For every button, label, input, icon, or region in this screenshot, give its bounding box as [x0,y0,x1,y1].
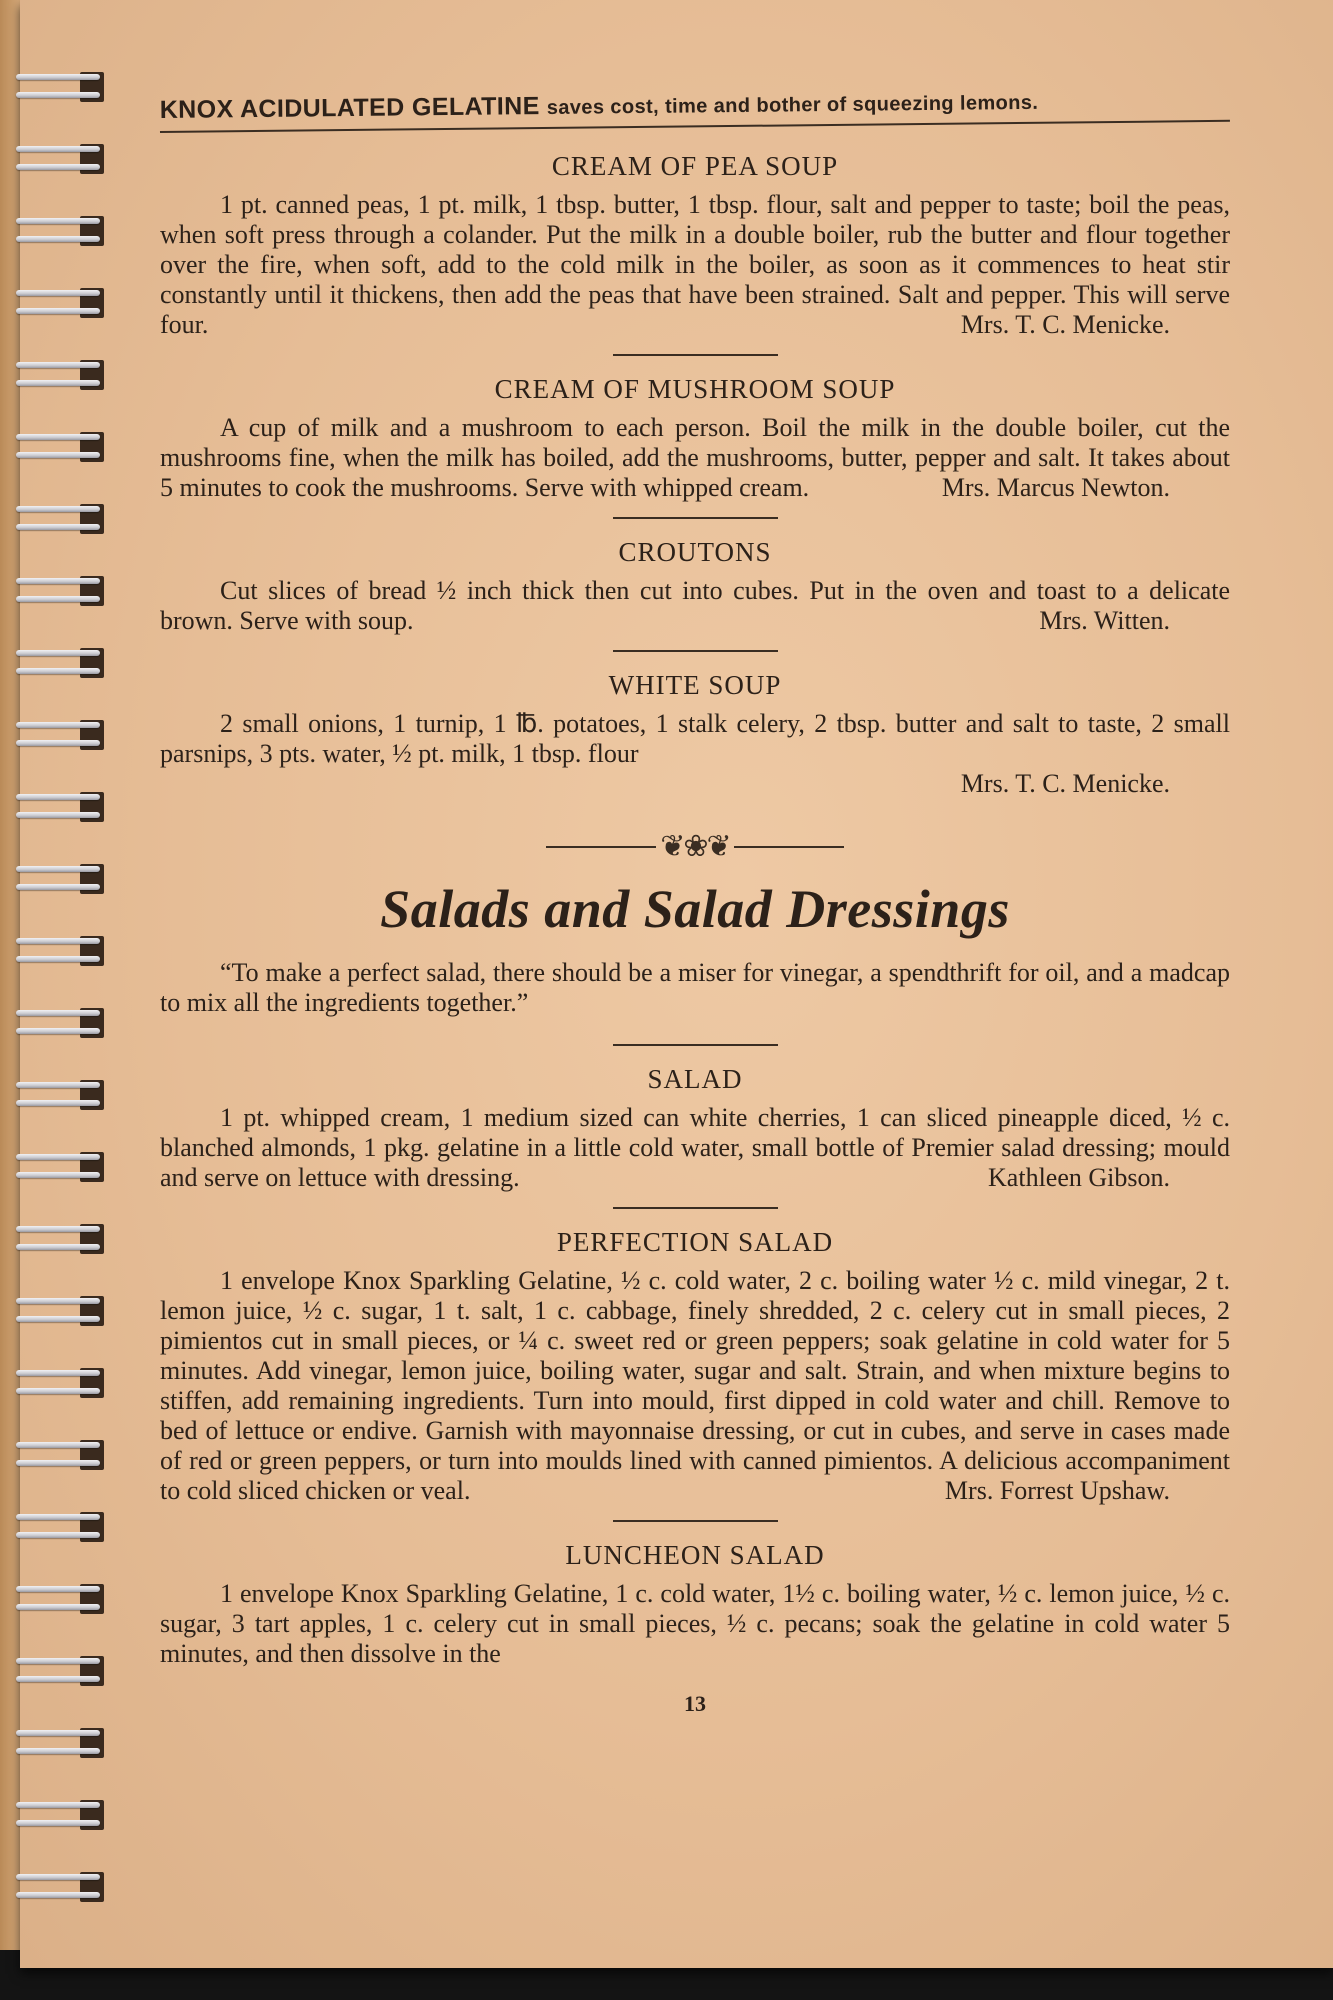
spiral-coil-icon [20,1294,112,1328]
spiral-coil-icon [20,790,112,824]
recipe-body: 1 envelope Knox Sparkling Gelatine, 1 c. cold water, 1½ c. boiling water, ½ c. lemon juice, ½ c. sugar, 3 tart apples, 1 c. celery cut in small pieces, ½ c. pecans; soak the gelatine in cold water 5 minutes, and then dissolve in the [160,1579,1230,1668]
recipe-title: LUNCHEON SALAD [565,1540,825,1570]
spiral-coil-icon [20,934,112,968]
spiral-coil-icon [20,1870,112,1904]
recipe-body: 1 envelope Knox Sparkling Gelatine, ½ c. cold water, 2 c. boiling water ½ c. mild vinegar, 2 t. lemon juice, ½ c. sugar, 1 t. salt, 1 c. cabbage, finely shredded, 2 c. celery cut in small pieces, 2 pimientos cut in small pieces, or ¼ c. sweet red or green peppers; soak gelatine in cold water for 5 minutes. Add vinegar, lemon juice, boiling water, sugar and salt. Strain, and when mixture begins to stiffen, add remaining ingredients. Turn into mould, first dipped in cold water and chill. Remove to bed of lettuce or endive. Garnish with mayonnaise dressing, or cut in cubes, and serve in cases made of red or green peppers, or turn into moulds lined with canned pimientos. A delicious accompaniment to cold sliced chicken or veal. [160,1266,1230,1505]
recipe-body: 1 pt. whipped cream, 1 medium sized can white cherries, 1 can sliced pineapple diced, ½ c. blanched almonds, 1 pkg. gelatine in a little cold water, small bottle of Premier salad dressing; mould and serve on lettuce with dressing. [160,1103,1230,1192]
spiral-coil-icon [20,1438,112,1472]
recipe-author: Kathleen Gibson. [988,1163,1170,1192]
spiral-coil-icon [20,1654,112,1688]
recipe-cream-of-mushroom-soup [160,374,1230,503]
recipe-title: SALAD [647,1064,743,1094]
spiral-coil-icon [20,1078,112,1112]
recipe-author: Mrs. T. C. Menicke. [960,310,1170,339]
recipe-title: WHITE SOUP [608,670,782,700]
spiral-coil-icon [20,214,112,248]
recipe-body: A cup of milk and a mushroom to each person. Boil the milk in the double boiler, cut the mushrooms fine, when the milk has boiled, add the mushrooms, butter, pepper and salt. It takes about 5 minutes to cook the mushrooms. Serve with whipped cream. [160,413,1230,502]
divider-rule [613,354,778,356]
spiral-coil-icon [20,502,112,536]
section-quote: “To make a perfect salad, there should be a miser for vinegar, a spendthrift for oil, and a madcap to mix all the ingredients together.” [160,958,1230,1017]
divider-rule [613,650,778,652]
recipe-author: Mrs. Witten. [1039,606,1170,635]
spiral-binding [20,70,110,1900]
spiral-coil-icon [20,1582,112,1616]
recipe-cream-of-pea-soup [160,151,1230,340]
divider-rule [613,1044,778,1046]
floral-ornament-icon: ❦❀❦ [660,830,730,863]
recipe-author: Mrs. Marcus Newton. [941,473,1170,502]
ornament-line-right [734,846,844,848]
spiral-coil-icon [20,286,112,320]
recipe-author: Mrs. Forrest Upshaw. [944,1476,1170,1505]
spiral-coil-icon [20,718,112,752]
spiral-coil-icon [20,1726,112,1760]
recipe-salad [160,1064,1230,1193]
spiral-coil-icon [20,1006,112,1040]
recipe-body: 1 pt. canned peas, 1 pt. milk, 1 tbsp. butter, 1 tbsp. flour, salt and pepper to taste; boil the peas, when soft press through a colander. Put the milk in a double boiler, rub the butter and flour together over the fire, when soft, add to the cold milk in the boiler, as soon as it commences to heat stir constantly until it thickens, then add the peas that have been strained. Salt and pepper. This will serve four. [160,190,1230,339]
section-title: Salads and Salad Dressings [380,879,1010,939]
spiral-coil-icon [20,646,112,680]
recipe-croutons [160,537,1230,636]
ornamental-divider [160,829,1230,864]
recipe-body: 2 small onions, 1 turnip, 1 ℔. potatoes, 1 stalk celery, 2 tbsp. butter and salt to taste, 2 small parsnips, 3 pts. water, ½ pt. milk, 1 tbsp. flour [160,709,1230,768]
recipe-author: Mrs. T. C. Menicke. [960,769,1170,798]
spiral-coil-icon [20,574,112,608]
recipe-title: PERFECTION SALAD [556,1227,834,1257]
spiral-coil-icon [20,358,112,392]
page-content [159,91,1230,1717]
divider-rule [613,1520,778,1522]
spiral-coil-icon [20,1798,112,1832]
spiral-coil-icon [20,1510,112,1544]
spiral-coil-icon [20,430,112,464]
header-tagline: saves cost, time and bother of squeezing lemons. [546,91,1039,119]
divider-rule [613,517,778,519]
recipe-body: Cut slices of bread ½ inch thick then cut into cubes. Put in the oven and toast to a delicate brown. Serve with soup. [160,576,1230,635]
page-number: 13 [684,1691,706,1716]
spiral-coil-icon [20,70,112,104]
spiral-coil-icon [20,1150,112,1184]
header-brand: KNOX ACIDULATED GELATINE [159,92,540,125]
recipe-title: CREAM OF PEA SOUP [551,151,839,181]
recipe-perfection-salad [160,1227,1230,1506]
divider-rule [613,1207,778,1209]
spiral-coil-icon [20,142,112,176]
spiral-coil-icon [20,1222,112,1256]
spiral-coil-icon [20,862,112,896]
spiral-coil-icon [20,1366,112,1400]
recipe-white-soup [160,670,1230,799]
recipe-luncheon-salad [160,1540,1230,1669]
recipe-title: CROUTONS [618,537,772,567]
recipe-title: CREAM OF MUSHROOM SOUP [494,374,896,404]
ornament-line-left [546,846,656,848]
